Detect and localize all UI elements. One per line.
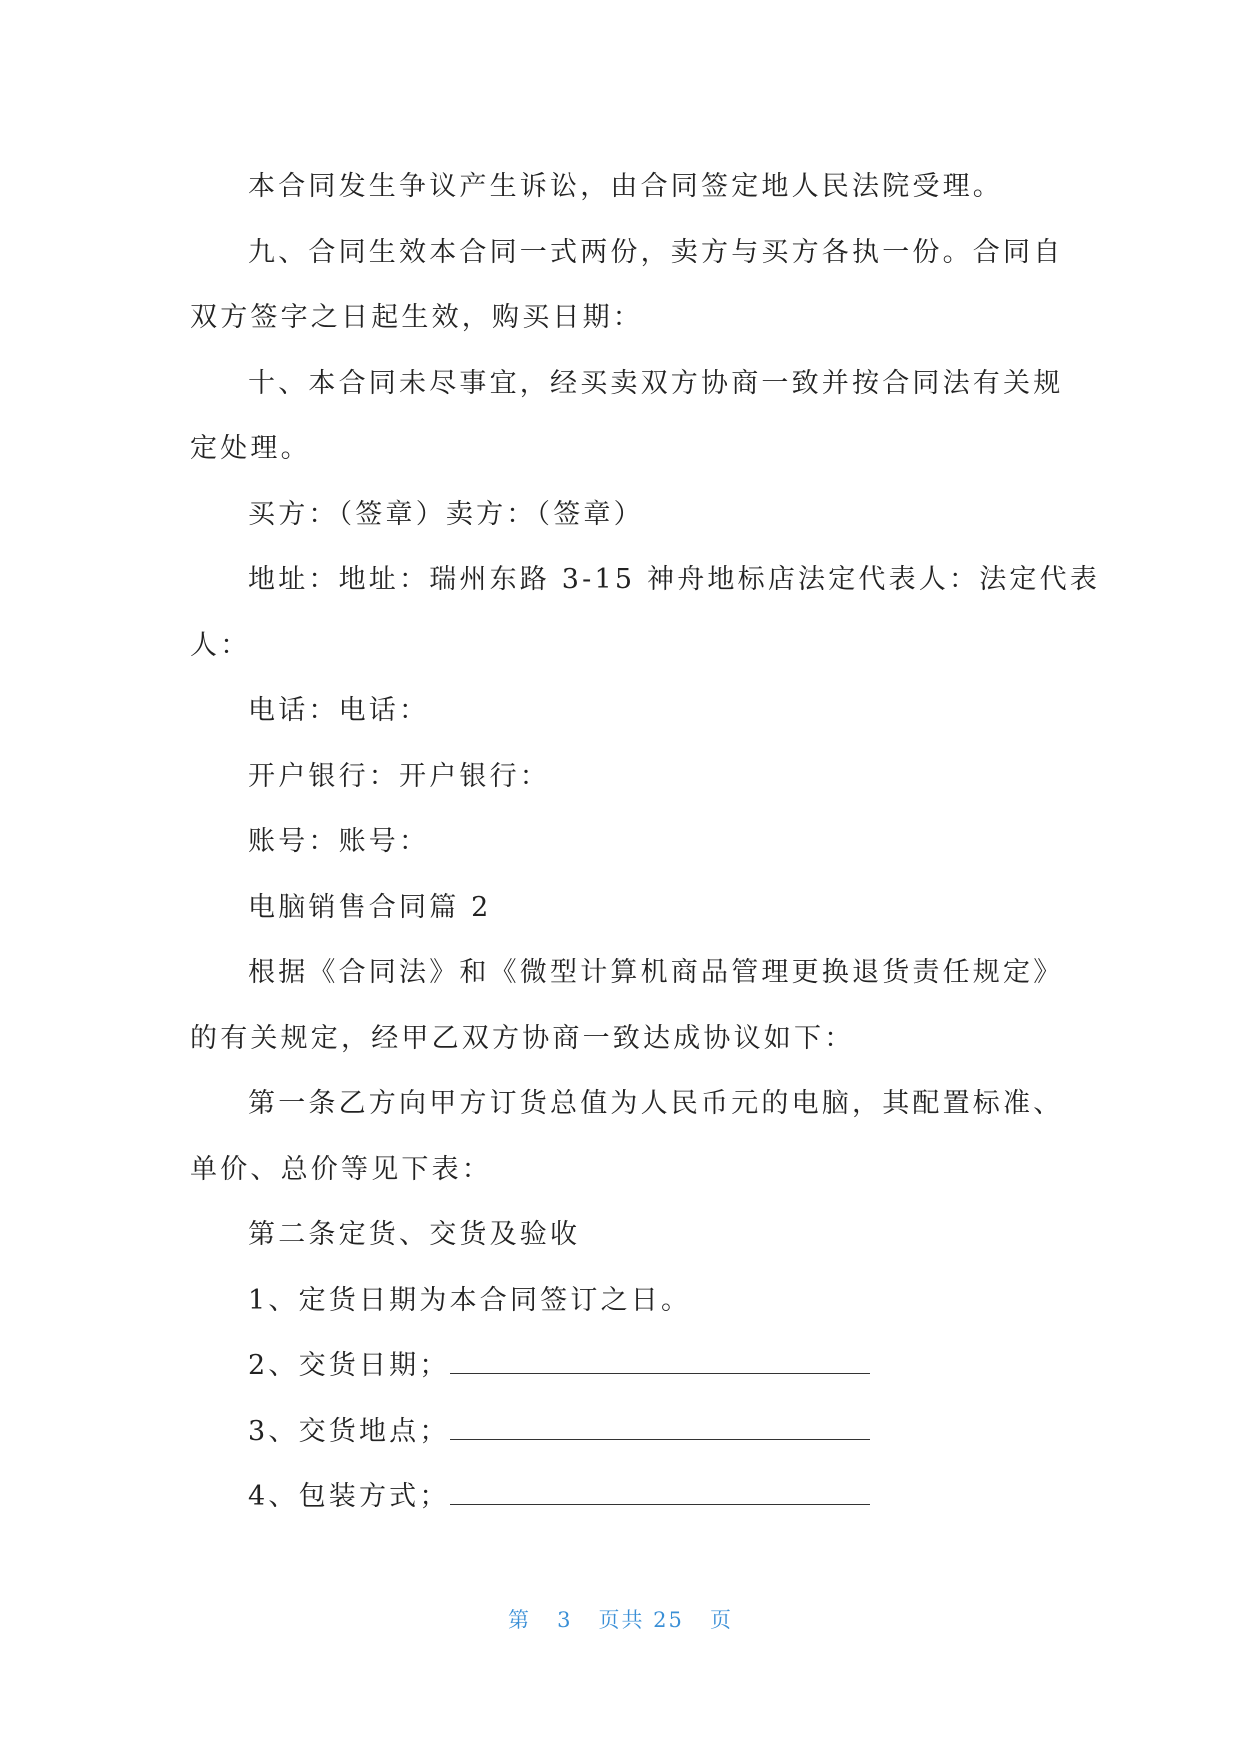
blank-underline [450,1347,870,1374]
fill-in-label: 3、交货地点； [248,1415,450,1447]
footer-prefix: 第 [508,1608,532,1632]
section-heading: 电脑销售合同篇 2 [248,891,492,923]
document-body [190,154,1101,1530]
blank-underline [450,1478,870,1505]
fill-in-label: 2、交货日期； [248,1350,450,1381]
paragraph-line: 九、合同生效本合同一式两份，卖方与买方各执一份。合同自 [248,236,1064,268]
total-pages-number: 25 [653,1608,684,1632]
paragraph-line: 电话：电话： [248,695,430,726]
paragraph-line: 双方签字之日起生效，购买日期： [190,302,643,333]
paragraph-line: 的有关规定，经甲乙双方协商一致达成协议如下： [190,1022,855,1054]
paragraph-line: 定处理。 [190,433,311,464]
blank-underline [450,1413,870,1440]
paragraph-line: 1、定货日期为本合同签订之日。 [248,1284,692,1316]
paragraph-line: 十、本合同未尽事宜，经买卖双方协商一致并按合同法有关规 [248,367,1064,399]
paragraph-line: 第一条乙方向甲方订货总值为人民币元的电脑，其配置标准、 [248,1088,1064,1119]
paragraph-line: 本合同发生争议产生诉讼，由合同签定地人民法院受理。 [248,171,1003,202]
fill-in-line [190,1333,1050,1399]
page-footer [0,1604,1241,1634]
paragraph-line: 第二条定货、交货及验收 [248,1219,581,1250]
paragraph-line: 买方：（签章）卖方：（签章） [248,498,644,530]
paragraph-line: 账号：账号： [248,826,430,857]
fill-in-label: 4、包装方式； [248,1481,450,1512]
paragraph-line: 单价、总价等见下表： [190,1153,492,1185]
footer-suffix: 页 [709,1608,733,1632]
current-page-number: 3 [557,1608,573,1632]
paragraph-line: 开户银行：开户银行： [248,760,550,792]
footer-middle: 页共 [598,1608,645,1632]
paragraph-line: 人： [190,629,251,661]
paragraph-line: 根据《合同法》和《微型计算机商品管理更换退货责任规定》 [248,957,1064,988]
paragraph-line: 地址：地址：瑞州东路 3-15 神舟地标店法定代表人：法定代表 [248,564,1101,595]
fill-in-line [190,1399,1050,1465]
fill-in-line [190,1464,1050,1530]
